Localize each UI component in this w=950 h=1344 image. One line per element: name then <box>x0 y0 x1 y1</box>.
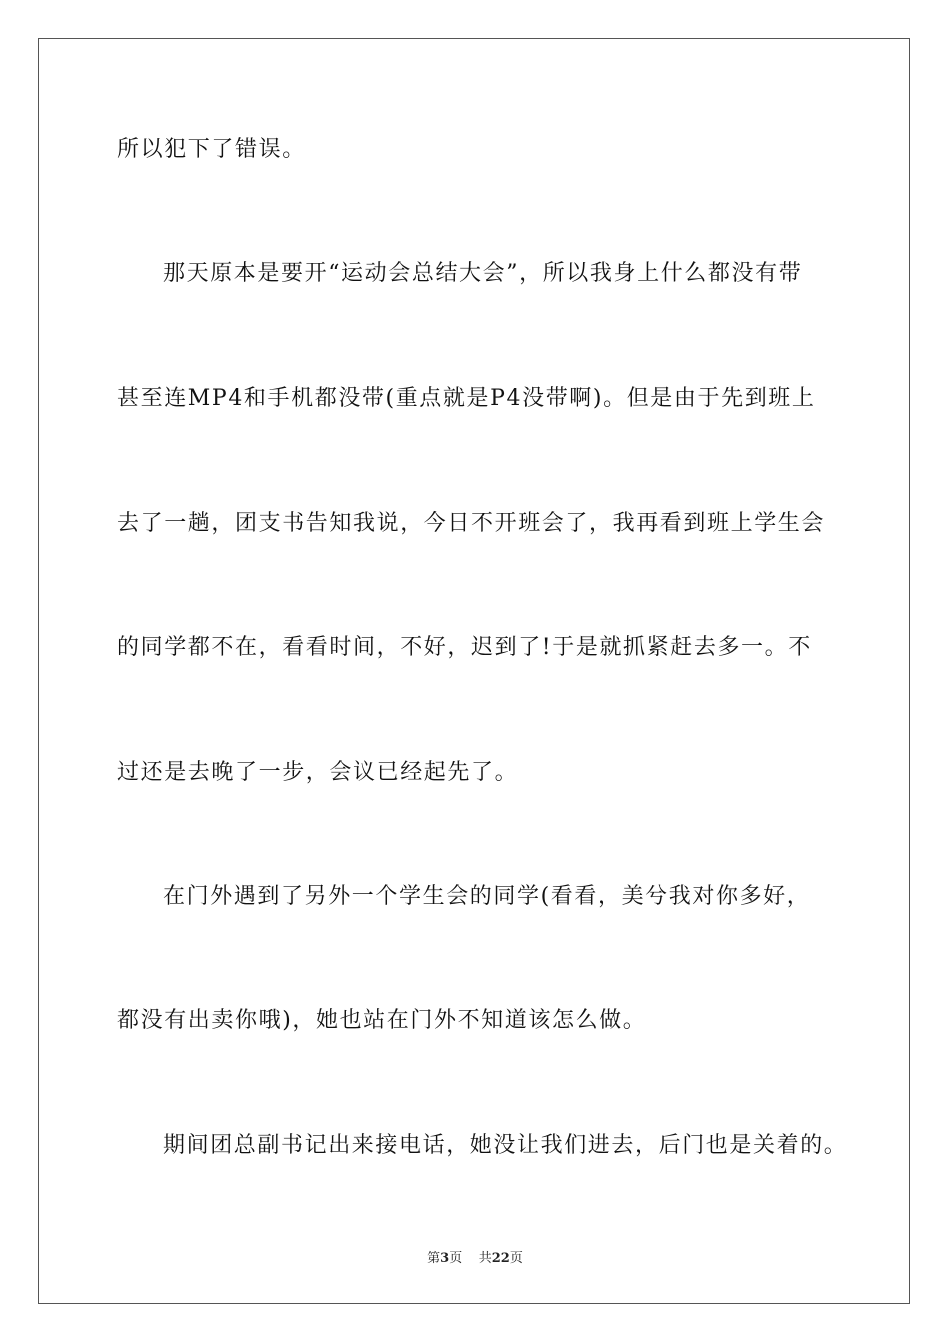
text-line-1: 所以犯下了错误。 <box>117 137 306 162</box>
footer-page-number: 3 <box>440 1251 450 1266</box>
footer-page-prefix: 第 <box>427 1251 441 1266</box>
text-line-2: 那天原本是要开“运动会总结大会”，所以我身上什么都没有带 <box>163 261 803 286</box>
text-line-9: 期间团总副书记出来接电话，她没让我们进去，后门也是关着的。 <box>163 1133 848 1158</box>
page-footer <box>0 1247 950 1266</box>
text-line-4: 去了一趟，团支书告知我说，今日不开班会了，我再看到班上学生会 <box>117 511 826 536</box>
page-border <box>38 38 910 1304</box>
footer-total-prefix: 共 <box>478 1251 492 1266</box>
footer-total-pages: 22 <box>491 1251 510 1266</box>
footer-total-suffix: 页 <box>509 1251 523 1266</box>
text-line-3: 甚至连MP4和手机都没带(重点就是P4没带啊)。但是由于先到班上 <box>117 386 816 411</box>
text-line-7: 在门外遇到了另外一个学生会的同学(看看，美兮我对你多好， <box>163 884 811 909</box>
footer-page-suffix: 页 <box>449 1251 463 1266</box>
text-line-6: 过还是去晚了一步，会议已经起先了。 <box>117 760 519 785</box>
text-line-5: 的同学都不在，看看时间，不好，迟到了!于是就抓紧赶去多一。不 <box>117 635 812 660</box>
text-line-8: 都没有出卖你哦)，她也站在门外不知道该怎么做。 <box>117 1008 647 1033</box>
